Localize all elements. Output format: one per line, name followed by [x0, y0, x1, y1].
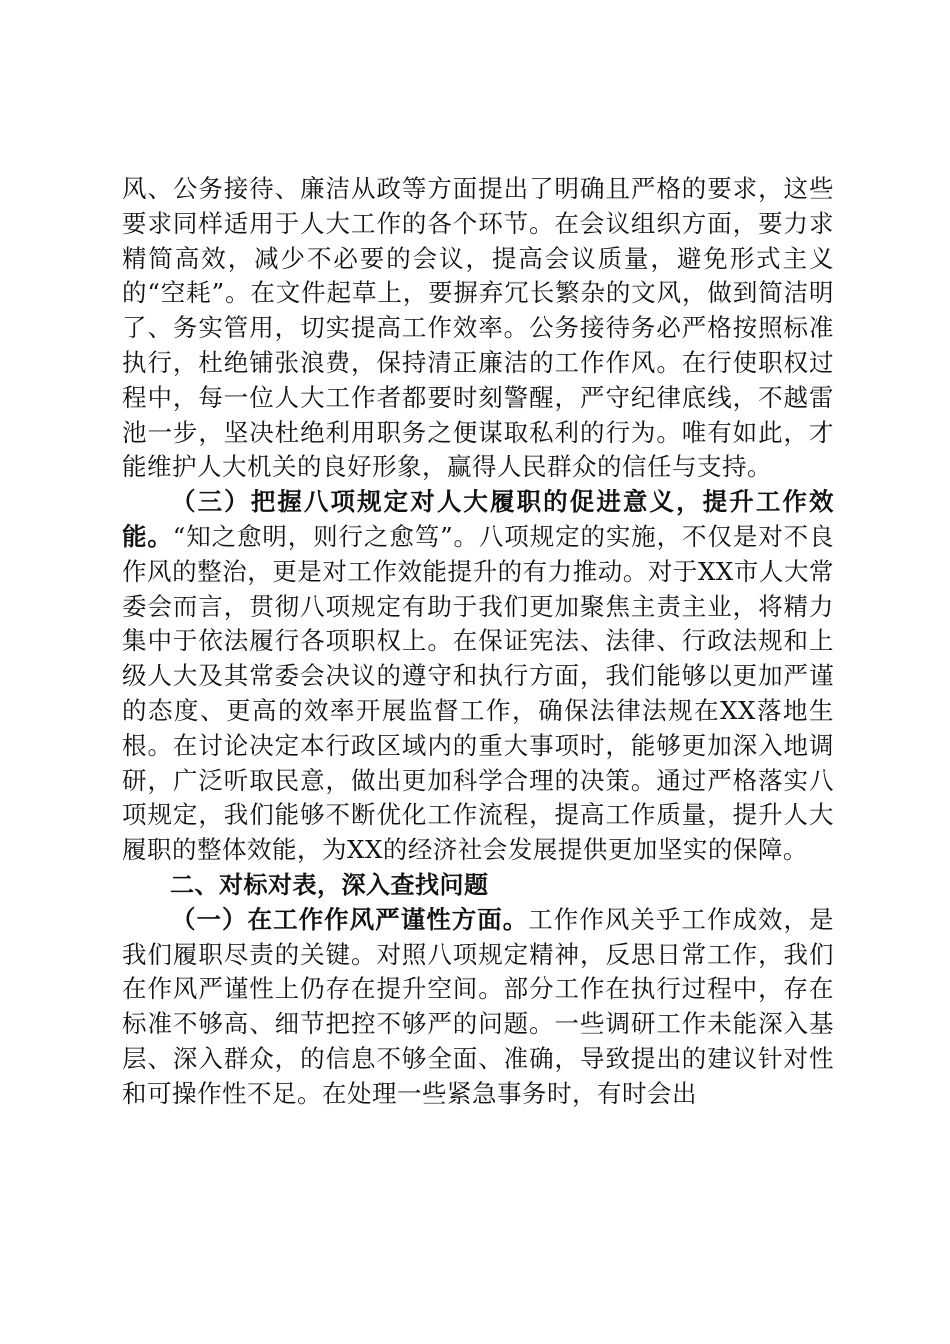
- subsection-one-lead: （一）在工作作风严谨性方面。: [171, 904, 529, 934]
- paragraph-section-three: [122, 485, 834, 868]
- section-three-body: “知之愈明，则行之愈笃”。八项规定的实施，不仅是对不良作风的整治，更是对工作效能提升的有力推动。对于XX市人大常委会而言，贯彻八项规定有助于我们更加聚焦主责主业，将精力集中于依法履行各项职权上。在保证宪法、法律、行政法规和上级人大及其常委会决议的遵守和执行方面，我们能够以更加严谨的态度、更高的效率开展监督工作，确保法律法规在XX落地生根。在讨论决定本行政区域内的重大事项时，能够更加深入地调研，广泛听取民意，做出更加科学合理的决策。通过严格落实八项规定，我们能够不断优化工作流程，提高工作质量，提升人大履职的整体效能，为XX的经济社会发展提供更加坚实的保障。: [122, 521, 834, 865]
- paragraph-subsection-one: [122, 903, 834, 1112]
- subsection-one-body: 工作作风关乎工作成效，是我们履职尽责的关键。对照八项规定精神，反思日常工作，我们在作风严谨性上仍存在提升空间。部分工作在执行过程中，存在标准不够高、细节把控不够严的问题。一些调研工作未能深入基层、深入群众，的信息不够全面、准确，导致提出的建议针对性和可操作性不足。在处理一些紧急事务时，有时会出: [122, 904, 835, 1108]
- section-three-lead: （三）把握八项规定对人大履职的促进意义，提升工作效能。: [122, 487, 834, 551]
- heading-part-two: 二、对标对表，深入查找问题: [170, 870, 489, 899]
- document-body: [122, 172, 834, 1112]
- paragraph-continuation: 风、公务接待、廉洁从政等方面提出了明确且严格的要求，这些要求同样适用于人大工作的各个环节。在会议组织方面，要力求精简高效，减少不必要的会议，提高会议质量，避免形式主义的“空耗”。在文件起草上，要摒弃冗长繁杂的文风，做到简洁明了、务实管用，切实提高工作效率。公务接待务必严格按照标准执行，杜绝铺张浪费，保持清正廉洁的工作作风。在行使职权过程中，每一位人大工作者都要时刻警醒，严守纪律底线，不越雷池一步，坚决杜绝利用职务之便谋取私利的行为。唯有如此，才能维护人大机关的良好形象，赢得人民群众的信任与支持。: [122, 174, 834, 482]
